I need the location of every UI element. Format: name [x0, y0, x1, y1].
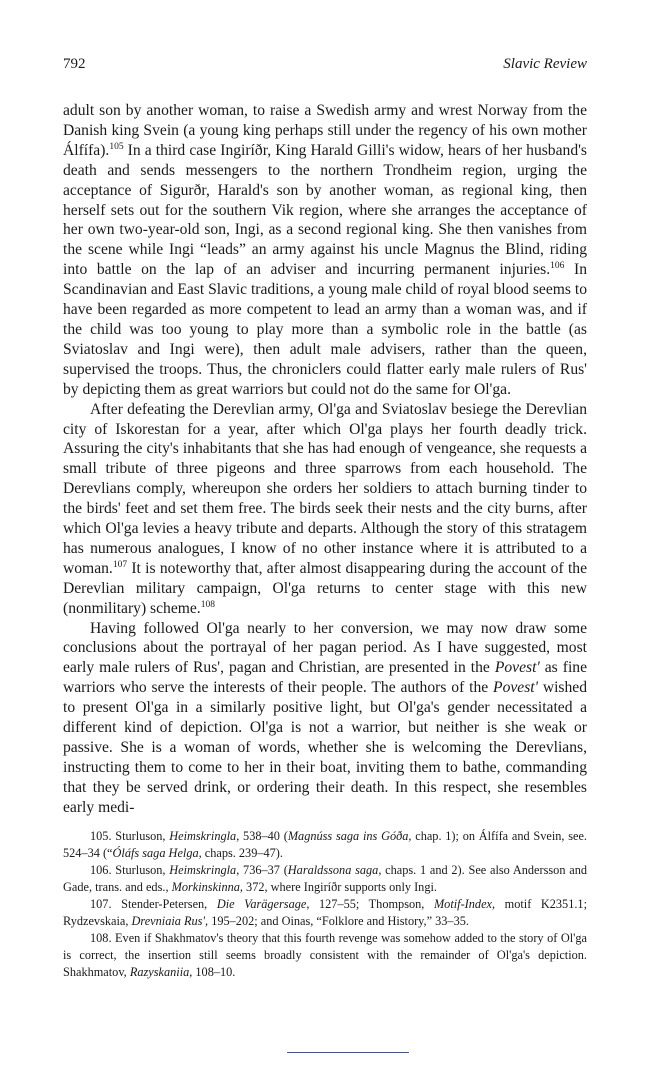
paragraph-3: Having followed Ol'ga nearly to her conversion, we may now draw some conclusions about the portrayal of her pagan period. As I have suggested, most early male rulers of Rus', pagan and Christian, are presented in the Povest' as fine warriors who serve the interests of their people. The authors of the Povest' wished to present Ol'ga in a similarly positive light, but Ol'ga's gender necessitated a different kind of depiction. Ol'ga is not a warrior, but neither is she weak or passive. She is a woman of words, whether she is welcoming the Derevlians, instructing them to come to her in their boat, inviting them to bathe, commanding that they be served drink, or ordering their death. In this respect, she resembles early medi- [63, 619, 588, 816]
footnote-ref-106: 106 [550, 261, 565, 272]
footnote-ref-105: 105 [109, 141, 124, 152]
journal-title: Slavic Review [503, 56, 587, 72]
footnotes [63, 828, 587, 981]
footnote-107: 107. Stender-Petersen, Die Varägersage, 127–55; Thompson, Motif-Index, motif K2351.1; Rydzevskaia, Drevniaia Rus', 195–202; and Oinas, “Folklore and History,” 33–35. [63, 897, 587, 928]
paragraph-2: After defeating the Derevlian army, Ol'ga and Sviatoslav besiege the Derevlian city of Iskorestan for a year, after which Ol'ga plays her fourth deadly trick. Assuring the city's inhabitants that she has had enough of vengeance, she requests a small tribute of three pigeons and three sparrows from each household. The Derevlians comply, whereupon she orders her soldiers to attach burning tinder to the birds' feet and set them free. The birds seek their nests and the city burns, after which Ol'ga levies a heavy tribute and departs. Although the story of this stratagem has numerous analogues, I know of no other instance where it is attributed to a woman.$^{107}$ It is noteworthy that, after almost disappearing during the account of the Derevlian military campaign, Ol'ga returns to center stage with this new (nonmilitary) scheme.$^{108}$ [63, 400, 587, 617]
footnote-108: 108. Even if Shakhmatov's theory that this fourth revenge was somehow added to the story of Ol'ga is correct, the insertion still seems broadly consistent with the remainder of Ol'ga's depiction. Shakhmatov, Razyskaniia, 108–10. [63, 931, 587, 979]
main-text [63, 101, 587, 818]
page-number: 792 [63, 56, 86, 72]
bottom-rule [287, 1052, 409, 1053]
running-header [63, 56, 587, 76]
footnote-ref-108: 108 [200, 599, 215, 610]
paragraph-1: adult son by another woman, to raise a Swedish army and wrest Norway from the Danish king Svein (a young king perhaps still under the regency of his own mother Álfífa).$^{105}$ In a third case Ingiríðr, King Harald Gilli's widow, hears of her husband's death and sends messengers to the northern Trondheim region, urging the acceptance of Sigurðr, Harald's son by another woman, as regional king, then herself sets out for the southern Vik region, where she arranges the acceptance of her own two-year-old son, Ingi, as a second regional king. She then vanishes from the scene while Ingi “leads” an army against his uncle Magnus the Blind, riding into battle on the lap of an adviser and incurring permanent injuries.$^{106}$ In Scandinavian and East Slavic traditions, a young male child of royal blood seems to have been regarded as more competent to lead an army than a woman was, and if the child was too young to play more than a symbolic role in the battle (as Sviatoslav and Ingi were), then adult male advisers, rather than the queen, supervised the troops. Thus, the chroniclers could flatter early male rulers of Rus' by depicting them as great warriors but could not do the same for Ol'ga. [63, 102, 588, 398]
footnote-106: 106. Sturluson, Heimskringla, 736–37 (Haraldssona saga, chaps. 1 and 2). See also Andersson and Gade, trans. and eds., Morkinskinna, 372, where Ingiríðr supports only Ingi. [63, 863, 587, 894]
footnote-ref-107: 107 [112, 559, 128, 570]
footnote-105: 105. Sturluson, Heimskringla, 538–40 (Magnúss saga ins Góða, chap. 1); on Álfífa and Svein, see. 524–34 (“Óláfs saga Helga, chaps. 239–47). [63, 829, 588, 860]
